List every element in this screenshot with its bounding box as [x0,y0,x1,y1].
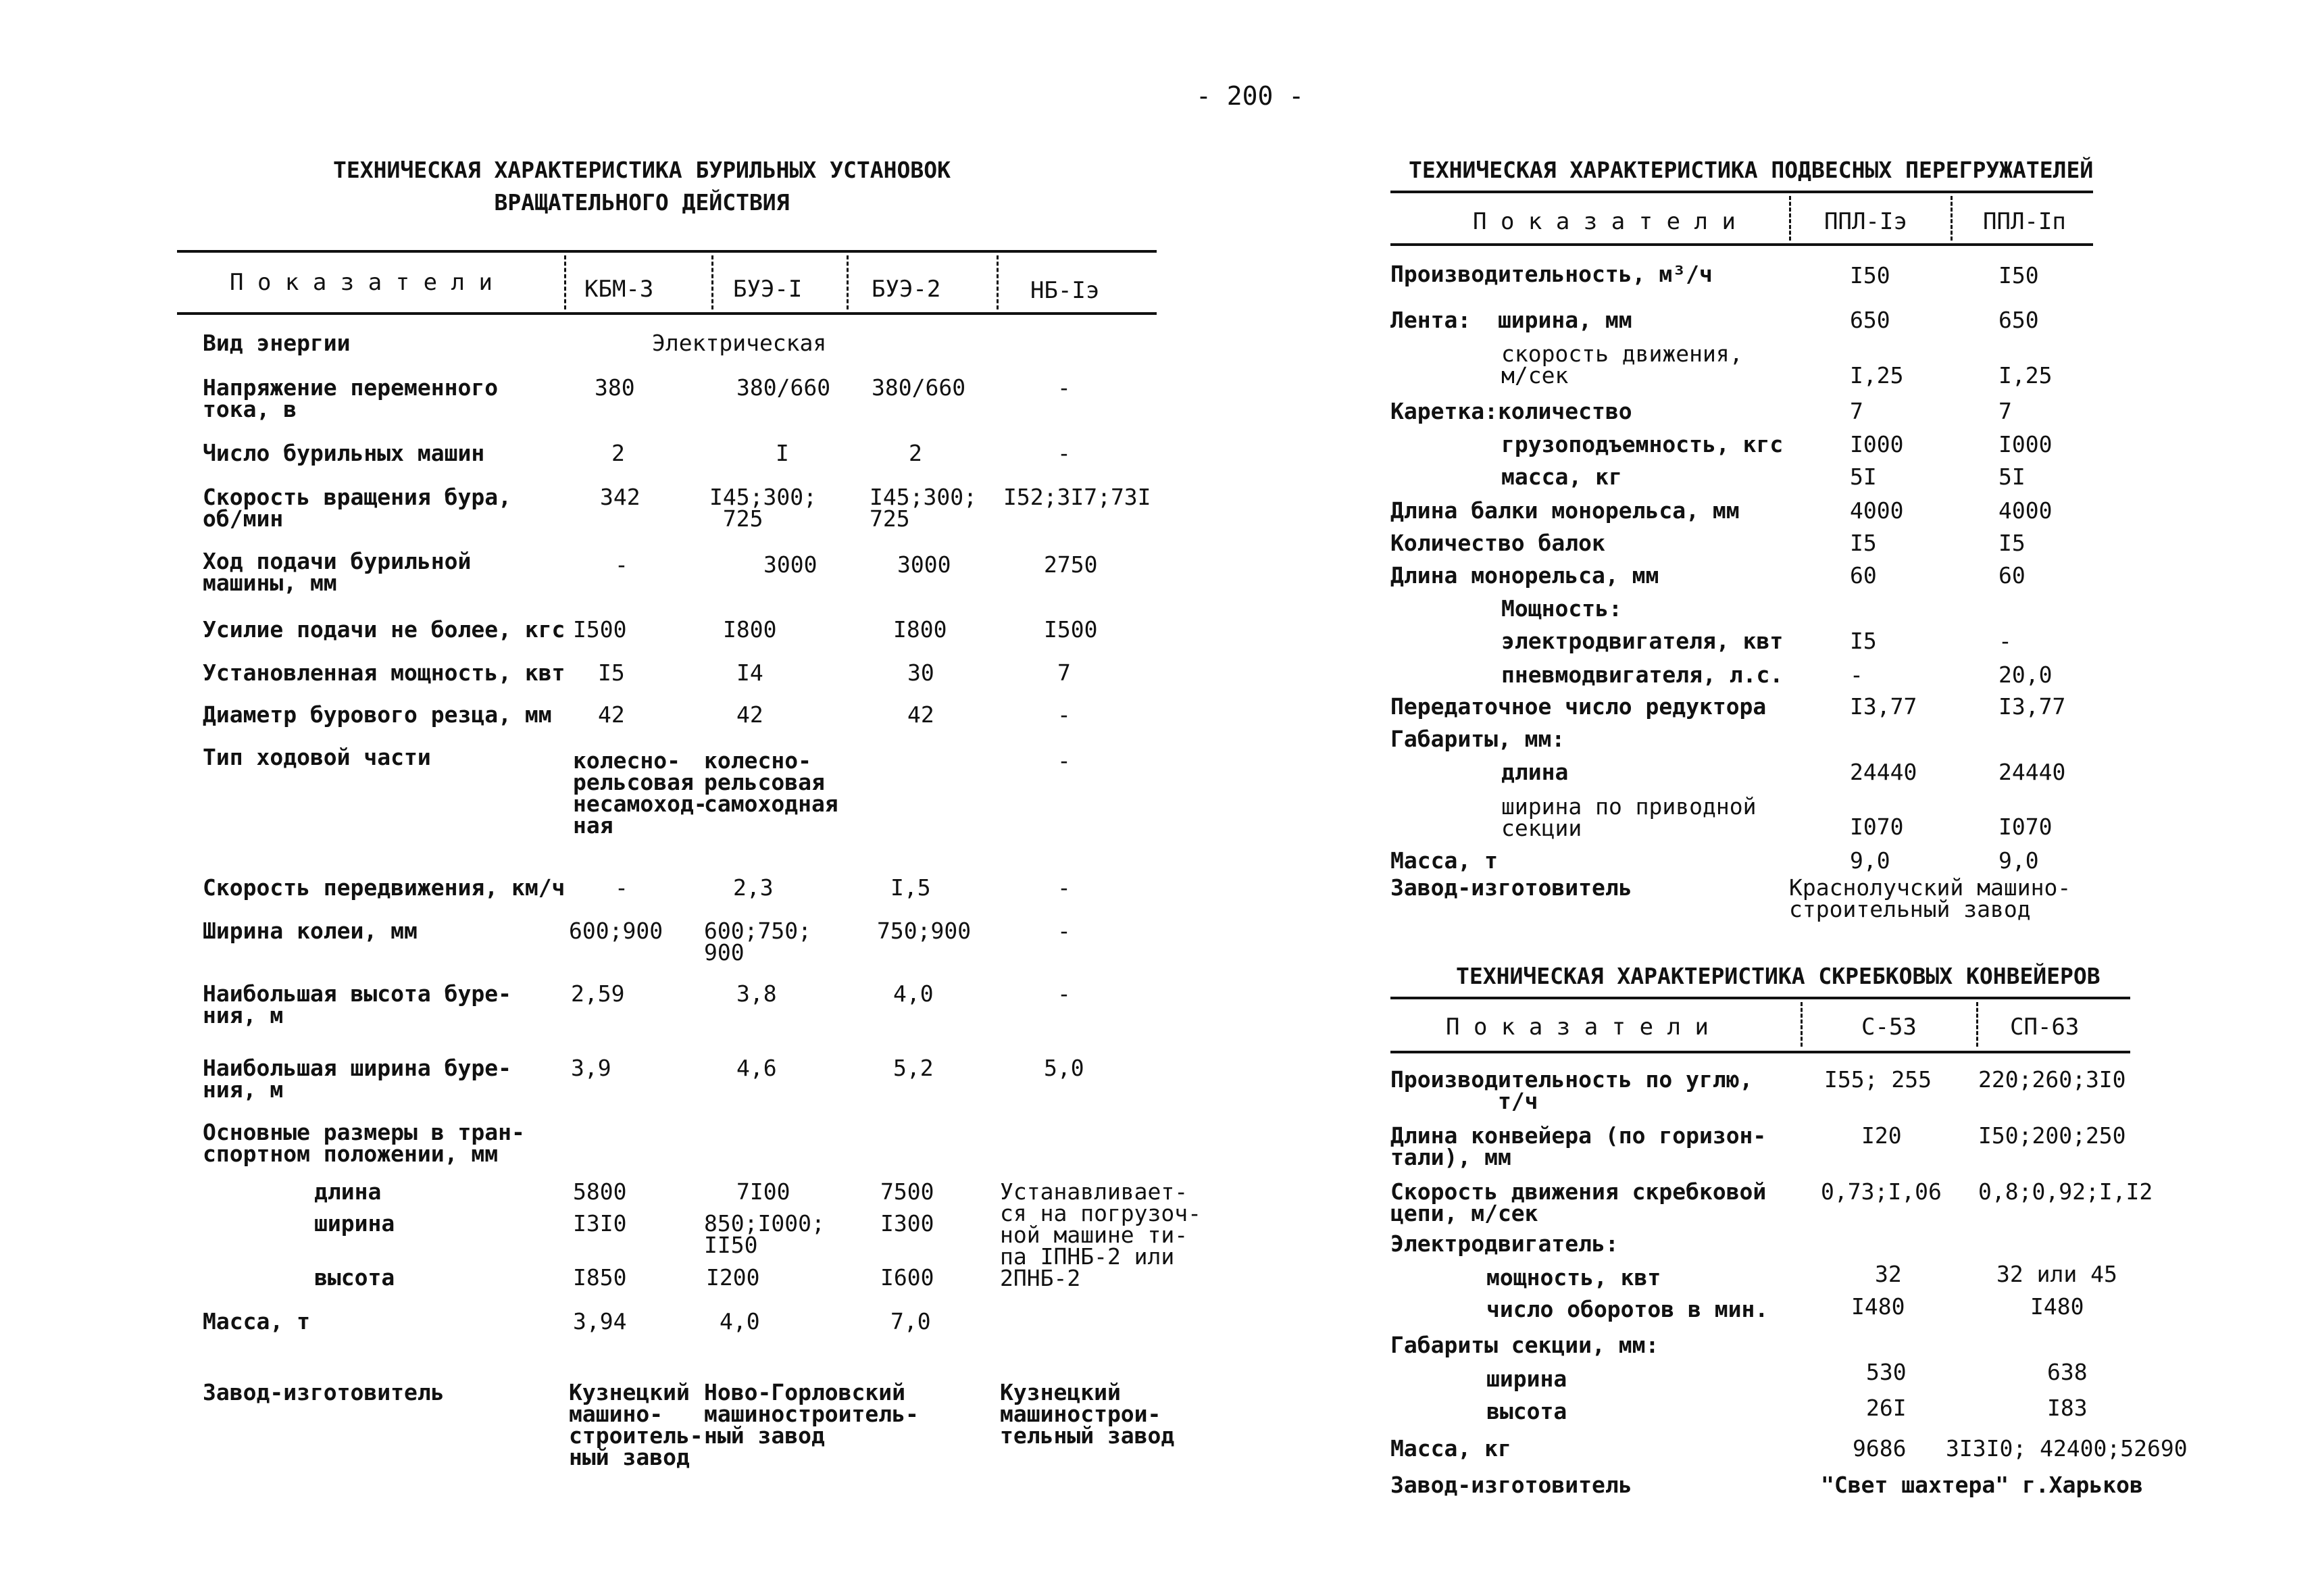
reloaders-cell: I000 [1850,431,1904,457]
reloaders-cell: - [1998,628,2012,654]
reloaders-cell: 24440 [1998,759,2066,785]
conveyors-cell: 638 [2047,1359,2088,1385]
drill-cell: 5,2 [893,1055,934,1081]
reloaders-cell: I070 [1850,814,1904,840]
drill-cell: 42 [907,701,934,728]
conveyors-cell: 0,8;0,92;I,I2 [1978,1178,2153,1205]
conveyors-row-label: число оборотов в мин. [1486,1296,1769,1322]
drill-cell: 2,59 [571,980,625,1007]
drill-cell: I45;300; 725 [709,484,817,532]
drill-cell: I,5 [890,874,931,901]
drill-header-bue1: БУЭ-I [733,276,803,303]
drill-cell: - [1057,918,1071,944]
drill-cell: I850 [573,1264,627,1291]
reloaders-cell: 60 [1850,562,1877,589]
reloaders-row-label: Длина балки монорельса, мм [1390,497,1740,524]
drill-row-label: Вид энергии [203,330,351,356]
drill-cell: - [1057,701,1071,728]
drill-row-label: Наибольшая высота буре- ния, м [203,980,511,1028]
drill-cell: I800 [893,616,947,643]
drill-col-divider [564,255,566,309]
drill-row-label: Ширина колеи, мм [203,918,418,944]
reloaders-cell: 7 [1850,398,1863,424]
reloaders-cell: I5 [1998,530,2026,556]
reloaders-row-label: электродвигателя, квт [1501,628,1784,654]
reloaders-cell: I,25 [1850,362,1904,389]
page-number: - 200 - [1196,81,1305,111]
reloaders-header-indicators: П о к а з а т е л и [1473,208,1736,235]
drill-cell: I3I0 [573,1210,627,1237]
drill-header-bue2: БУЭ-2 [872,276,941,303]
drill-cell: I [776,440,789,466]
drill-col-divider [711,255,713,309]
reloaders-col-divider [1951,196,1953,241]
conveyors-row-label: Масса, кг [1390,1435,1511,1462]
drill-cell: 380 [595,374,635,401]
reloaders-row-label: Количество балок [1390,530,1605,556]
drill-row-label: Ход подачи бурильной машины, мм [203,548,472,596]
conveyors-header-top-rule [1390,997,2130,999]
conveyors-cell: I480 [1851,1293,1905,1320]
drill-cell: - [615,551,628,578]
drill-cell: 42 [736,701,763,728]
drill-row-label: длина [314,1178,382,1205]
drill-col-divider [997,255,999,309]
reloaders-cell: 7 [1998,398,2012,424]
drill-cell: 2,3 [733,874,774,901]
drill-cell: - [1057,374,1071,401]
drill-cell: 4,0 [720,1308,760,1335]
reloaders-row-label: Габариты, мм: [1390,726,1565,752]
reloaders-cell: 9,0 [1998,847,2039,874]
conveyors-row-label: Электродвигатель: [1390,1230,1619,1257]
conveyors-cell: 220;260;3I0 [1978,1066,2126,1093]
conveyors-col-divider [1801,1002,1803,1047]
conveyors-row-label: Скорость движения скребковой цепи, м/сек [1390,1178,1767,1226]
drill-row-label: Число бурильных машин [203,440,485,466]
reloaders-cell: 5I [1850,464,1877,490]
factory-nb: Кузнецкий машинострои- тельный завод [1000,1379,1175,1449]
drill-cell: - [1057,747,1071,774]
conveyors-cell: I83 [2047,1395,2088,1421]
reloaders-cell: 4000 [1850,497,1904,524]
reloaders-cell: 20,0 [1998,662,2053,688]
reloaders-cell: I000 [1998,431,2053,457]
reloaders-row-label: Производительность, м³/ч [1390,261,1713,287]
conveyors-cell: 0,73;I,06 [1821,1178,1942,1205]
drill-header-top-rule [177,250,1157,253]
drill-cell: 7I00 [736,1178,790,1205]
reloaders-cell: I070 [1998,814,2053,840]
conveyors-cell: 9686 [1853,1435,1907,1462]
drill-row-label: Завод-изготовитель [203,1379,445,1405]
drill-cell: 7500 [880,1178,934,1205]
drill-cell: 3,9 [571,1055,611,1081]
reloaders-row-label: Лента: ширина, мм [1390,307,1632,333]
reloaders-header-ppl1p: ППЛ-Iп [1983,208,2066,235]
reloaders-header-top-rule [1390,191,2093,193]
conveyors-row-label: ширина [1486,1366,1567,1392]
drill-row-label: Напряжение переменного тока, в [203,374,499,422]
reloaders-cell: I5 [1850,628,1877,654]
reloaders-cell: I3,77 [1998,693,2066,720]
conveyors-header-sp63: СП-63 [2010,1014,2080,1041]
conveyors-title: ТЕХНИЧЕСКАЯ ХАРАКТЕРИСТИКА СКРЕБКОВЫХ КОНВЕЙЕРОВ [1456,963,2101,989]
nb-dimensions-note: Устанавливает- ся на погрузоч- ной машине ти- па IПНБ-2 или 2ПНБ-2 [1000,1178,1202,1291]
drill-energy-value: Электрическая [652,330,827,356]
drill-cell: 2 [909,440,922,466]
reloaders-header-ppl1e: ППЛ-Iэ [1824,208,1907,235]
drill-cell: 3,8 [736,980,777,1007]
conveyors-row-label: Габариты секции, мм: [1390,1332,1659,1358]
conveyors-cell: I55; 255 [1824,1066,1932,1093]
drill-cell: 380/660 [872,374,966,401]
drill-cell: 600;900 [569,918,663,944]
drill-cell: - [1057,980,1071,1007]
conveyors-row-label: Производительность по углю, т/ч [1390,1066,1753,1114]
drill-cell: I45;300; 725 [870,484,977,532]
factory-kbm: Кузнецкий машино- строитель- ный завод [569,1379,703,1470]
conveyors-row-label: Завод-изготовитель [1390,1472,1632,1498]
reloaders-row-label: ширина по приводной секции [1501,793,1757,841]
conveyors-cell: I20 [1861,1122,1902,1149]
drill-cell: 380/660 [736,374,831,401]
drill-cell: - [1057,874,1071,901]
reloaders-title: ТЕХНИЧЕСКАЯ ХАРАКТЕРИСТИКА ПОДВЕСНЫХ ПЕРЕГРУЖАТЕЛЕЙ [1409,157,2094,183]
drill-cell: 3000 [763,551,818,578]
drill-cell: колесно- рельсовая самоходная [704,747,838,817]
drill-title-line2: ВРАЩАТЕЛЬНОГО ДЕЙСТВИЯ [494,189,790,216]
conveyors-header-bottom-rule [1390,1051,2130,1053]
drill-cell: I200 [706,1264,760,1291]
reloaders-cell: 60 [1998,562,2026,589]
drill-cell: I52;3I7;73I [1003,484,1151,510]
reloaders-row-label: Длина монорельса, мм [1390,562,1659,589]
conveyors-cell: I480 [2030,1293,2084,1320]
drill-row-label: Установленная мощность, квт [203,659,565,686]
drill-cell: колесно- рельсовая несамоход- ная [573,747,707,839]
reloaders-cell: 9,0 [1850,847,1890,874]
reloaders-row-label: Каретка:количество [1390,398,1632,424]
conveyors-row-label: мощность, квт [1486,1264,1661,1291]
reloaders-row-label: Передаточное число редуктора [1390,693,1767,720]
conveyors-col-divider [1976,1002,1978,1047]
reloaders-cell: I50 [1850,262,1890,289]
drill-col-divider [847,255,849,309]
drill-row-label: Основные размеры в тран- спортном положении, мм [203,1119,525,1167]
reloaders-cell: - [1850,662,1863,688]
drill-cell: I500 [1044,616,1098,643]
drill-cell: 4,6 [736,1055,777,1081]
reloaders-row-label: длина [1501,759,1569,785]
drill-cell: 4,0 [893,980,934,1007]
drill-cell: I300 [880,1210,934,1237]
reloaders-cell: 24440 [1850,759,1917,785]
reloaders-row-label: масса, кг [1501,464,1622,490]
drill-row-label: высота [314,1264,395,1291]
drill-header-kbm3: КБМ-3 [584,276,654,303]
reloaders-cell: 650 [1850,307,1890,333]
reloaders-row-label: грузоподъемность, кгс [1501,431,1784,457]
conveyors-row-label: высота [1486,1398,1567,1424]
conveyors-header-s53: С-53 [1861,1014,1917,1041]
reloaders-row-label: пневмодвигателя, л.с. [1501,662,1784,688]
conveyors-header-indicators: П о к а з а т е л и [1446,1014,1709,1041]
drill-cell: 850;I000; II50 [704,1210,825,1258]
drill-header-bottom-rule [177,312,1157,315]
conveyors-cell: I50;200;250 [1978,1122,2126,1149]
conveyors-factory: "Свет шахтера" г.Харьков [1821,1472,2143,1498]
drill-row-label: Усилие подачи не более, кгс [203,616,565,643]
reloaders-cell: 5I [1998,464,2026,490]
drill-cell: I4 [736,659,763,686]
drill-cell: 3000 [897,551,951,578]
drill-row-label: Скорость вращения бура, об/мин [203,484,511,532]
conveyors-cell: 3I3I0; 42400;52690 [1946,1435,2188,1462]
drill-row-label: Диаметр бурового резца, мм [203,701,552,728]
drill-cell: - [615,874,628,901]
reloaders-cell: I50 [1998,262,2039,289]
drill-cell: 600;750; 900 [704,918,811,966]
drill-cell: 42 [598,701,625,728]
drill-cell: I800 [723,616,777,643]
reloaders-col-divider [1789,196,1791,241]
reloaders-cell: I,25 [1998,362,2053,389]
reloaders-cell: 650 [1998,307,2039,333]
drill-cell: - [1057,440,1071,466]
reloaders-row-label: скорость движения, м/сек [1501,341,1743,389]
factory-bue: Ново-Горловский машиностроитель- ный завод [704,1379,919,1449]
drill-header-nb1e: НБ-Iэ [1030,277,1100,304]
drill-title-line1: ТЕХНИЧЕСКАЯ ХАРАКТЕРИСТИКА БУРИЛЬНЫХ УСТАНОВОК [333,157,951,183]
drill-header-indicators: П о к а з а т е л и [230,269,493,296]
drill-row-label: Тип ходовой части [203,744,431,770]
reloaders-cell: 4000 [1998,497,2053,524]
drill-cell: 3,94 [573,1308,627,1335]
reloaders-row-label: Завод-изготовитель [1390,874,1632,901]
drill-cell: 2 [611,440,625,466]
drill-row-label: Скорость передвижения, км/ч [203,874,565,901]
conveyors-cell: 26I [1866,1395,1907,1421]
drill-cell: 5,0 [1044,1055,1084,1081]
drill-cell: 5800 [573,1178,627,1205]
reloaders-factory: Краснолучский машино- строительный завод [1789,874,2071,922]
drill-row-label: Масса, т [203,1308,310,1335]
drill-row-label: Наибольшая ширина буре- ния, м [203,1055,511,1103]
reloaders-cell: I3,77 [1850,693,1917,720]
conveyors-row-label: Длина конвейера (по горизон- тали), мм [1390,1122,1767,1170]
drill-cell: 342 [600,484,640,510]
drill-cell: 30 [907,659,934,686]
drill-cell: 750;900 [877,918,972,944]
drill-cell: 7,0 [890,1308,931,1335]
drill-cell: 7 [1057,659,1071,686]
drill-cell: I5 [598,659,625,686]
reloaders-cell: I5 [1850,530,1877,556]
conveyors-cell: 32 [1875,1261,1902,1287]
drill-cell: I600 [880,1264,934,1291]
drill-cell: I500 [573,616,627,643]
conveyors-cell: 32 или 45 [1996,1261,2117,1287]
reloaders-row-label: Мощность: [1501,595,1622,622]
reloaders-row-label: Масса, т [1390,847,1498,874]
conveyors-cell: 530 [1866,1359,1907,1385]
drill-cell: 2750 [1044,551,1098,578]
reloaders-header-bottom-rule [1390,243,2093,246]
drill-row-label: ширина [314,1210,395,1237]
